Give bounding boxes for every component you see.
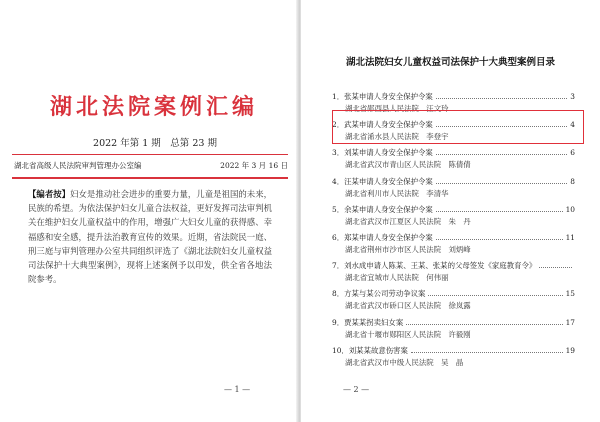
editor-note <box>28 187 272 286</box>
toc-entry-page: 10 <box>565 204 575 214</box>
toc-leader-dots <box>539 260 572 268</box>
toc-entry-title: 1．张某申请人身安全保护令案 <box>332 92 433 101</box>
toc-entry-page: 6 <box>570 148 575 158</box>
issue-line: 2022 年第 1 期 总第 23 期 <box>93 138 217 149</box>
toc-entry[interactable] <box>332 204 575 216</box>
toc-entry-court: 湖北省武汉市青山区人民法院 陈倩倩 <box>345 160 471 170</box>
journal-title: 湖北法院案例汇编 <box>49 94 258 120</box>
highlight-box <box>332 110 584 144</box>
toc-leader-dots <box>411 345 563 353</box>
toc-entry-court: 湖北省浠水县人民法院 李登宇 <box>345 132 449 142</box>
toc-entry[interactable] <box>332 288 575 300</box>
right-page <box>301 0 600 422</box>
toc-entry-title: 10．刘某某故意伤害案 <box>332 345 408 355</box>
toc-entry-page: 3 <box>570 92 575 101</box>
toc-entry-page: 4 <box>570 120 575 130</box>
toc-entry-page: 19 <box>565 345 575 355</box>
toc-entry-page: 11 <box>565 233 575 242</box>
toc-entry-court: 湖北省宜城市人民法院 何伟丽 <box>345 273 449 283</box>
header-rule-bottom <box>12 177 288 179</box>
toc-entry-court: 湖北省武汉市硚口区人民法院 徐岚露 <box>345 301 471 311</box>
toc-entry-title: 9．贾某某拐卖妇女案 <box>332 317 404 327</box>
toc-leader-dots <box>428 288 562 296</box>
toc-leader-dots <box>436 232 563 240</box>
issue-date: 2022 年 3 月 16 日 <box>220 161 288 170</box>
toc-entry[interactable] <box>332 260 575 272</box>
toc-entry[interactable] <box>332 317 575 329</box>
toc-entry-court: 湖北省武汉市江夏区人民法院 朱 丹 <box>345 216 471 226</box>
editor-note-lead: 【编者按】 <box>28 189 71 199</box>
toc-entry-title: 8．方某与某公司劳动争议案 <box>332 289 426 299</box>
toc-entry-court: 湖北省荆州市沙市区人民法院 刘炳峰 <box>345 245 471 254</box>
toc-entry[interactable] <box>332 147 575 159</box>
toc-entry[interactable] <box>332 91 575 103</box>
toc-entry-court: 湖北省郧西县人民法院 汪文玲 <box>345 104 449 113</box>
page-number-right: — 2 — <box>343 385 370 394</box>
editor-note-text: 妇女是推动社会进步的重要力量，儿童是祖国的未来，民族的希望。为依法保护妇女儿童合法权益，更好发挥司法审判机关在维护妇女儿童权益中的作用，增强广大妇女儿童的获得感、幸福感和安全感，提升法治教育宣传的效果。近期，省法院民一庭、刑三庭与审判管理办公室共同组织评选了《湖北法院妇女儿童权益司法保护十大典型案例》，现将上述案例予以印发，供全省各地法院参考。 <box>28 189 273 285</box>
toc-entry-court: 湖北省武汉市中级人民法院 吴 晶 <box>345 357 464 367</box>
toc-entry-title: 2．武某申请人身安全保护令案 <box>332 120 433 130</box>
toc-entry-title: 6．郑某申请人身安全保护令案 <box>332 233 433 242</box>
toc-leader-dots <box>436 147 568 155</box>
toc-entry-court: 湖北省十堰市郧阳区人民法院 许毅刚 <box>345 329 471 339</box>
toc-leader-dots <box>436 204 563 212</box>
toc-entry-page: 17 <box>565 317 575 327</box>
toc-entry-title: 7．刘水成申请人陈某、王某、张某的父母签发《家庭教育令》 <box>332 261 537 271</box>
page-number-left: — 1 — <box>224 385 251 394</box>
toc-entry-court: 湖北省利川市人民法院 李清华 <box>345 188 449 198</box>
toc-title: 湖北法院妇女儿童权益司法保护十大典型案例目录 <box>345 57 555 68</box>
toc-entry-title: 5．余某申请人身安全保护令案 <box>332 204 433 214</box>
toc-entry[interactable] <box>332 232 575 244</box>
toc-leader-dots <box>406 317 562 325</box>
toc-entry-page: 15 <box>565 289 575 299</box>
toc-leader-dots <box>436 176 568 184</box>
editor-line <box>14 160 288 171</box>
toc-entry[interactable] <box>332 176 575 188</box>
toc-entry[interactable] <box>332 345 575 357</box>
toc-entry-title: 3．刘某申请人身安全保护令案 <box>332 148 433 158</box>
toc-entry-title: 4．汪某申请人身安全保护令案 <box>332 176 433 186</box>
toc-entry-page: 8 <box>570 176 575 186</box>
toc-leader-dots <box>436 91 568 99</box>
header-rule-top <box>12 154 288 155</box>
editor-name: 湖北省高级人民法院审判管理办公室编 <box>14 161 142 170</box>
